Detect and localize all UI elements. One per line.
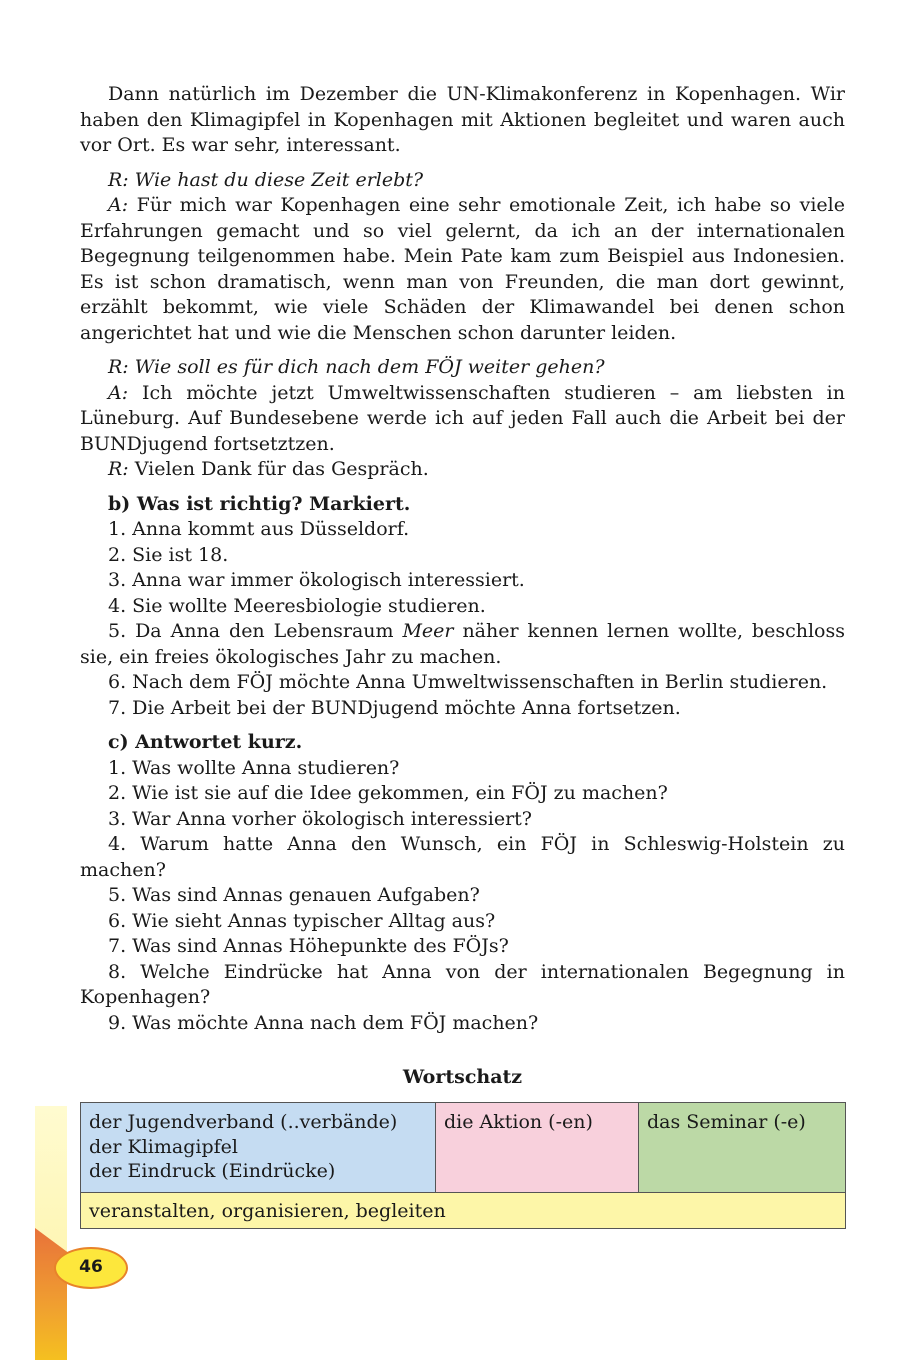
interview-block-1 xyxy=(80,168,845,347)
task-c-item: 8. Welche Eindrücke hat Anna von der internationalen Begegnung in Kopenhagen? xyxy=(80,960,845,1008)
closing-text: Vielen Dank für das Gespräch. xyxy=(134,458,429,480)
task-b-item5-post: näher kennen lernen wollte, beschloss sie, ein freies ökologisches Jahr zu machen. xyxy=(80,620,845,668)
interview-answer xyxy=(80,381,845,458)
answer-text: Ich möchte jetzt Umweltwissenschaften studieren – am liebsten in Lüneburg. Auf Bundesebene werde ich auf jeden Fall auch die Arbeit bei der BUNDjugend fortsetztzen. xyxy=(80,381,845,455)
task-c-list xyxy=(80,756,845,1037)
task-b-list xyxy=(80,517,845,721)
question-label: R: xyxy=(108,168,129,191)
wortschatz-title: Wortschatz xyxy=(402,1066,523,1088)
vocab-word: die Aktion (-en) xyxy=(444,1111,593,1133)
vocab-word: das Seminar (-e) xyxy=(647,1111,806,1133)
task-b-item xyxy=(80,619,845,670)
question-text: Wie soll es für dich nach dem FÖJ weiter gehen? xyxy=(134,356,605,378)
task-c-item: 3. War Anna vorher ökologisch interessiert? xyxy=(108,807,532,830)
vocab-cell-verbs: veranstalten, organisieren, begleiten xyxy=(81,1193,846,1229)
vocabulary-row-verbs xyxy=(81,1193,846,1229)
intro-paragraph: Dann natürlich im Dezember die UN-Klimakonferenz in Kopenhagen. Wir haben den Klimagipfel in Kopenhagen mit Aktionen begleitet und waren auch vor Ort. Es war sehr, interessant. xyxy=(80,83,845,156)
task-c-item: 6. Wie sieht Annas typischer Alltag aus? xyxy=(108,909,496,932)
vocab-word: der Eindruck (Eindrücke) xyxy=(89,1160,336,1182)
task-b-heading: b) Was ist richtig? Markiert. xyxy=(108,492,411,515)
question-text: Wie hast du diese Zeit erlebt? xyxy=(134,168,424,191)
task-c-item: 4. Warum hatte Anna den Wunsch, ein FÖJ in Schleswig-Holstein zu machen? xyxy=(80,833,845,881)
task-c-item: 9. Was möchte Anna nach dem FÖJ machen? xyxy=(108,1011,539,1034)
vocabulary-table xyxy=(80,1102,846,1229)
answer-text: Für mich war Kopenhagen eine sehr emotionale Zeit, ich habe so viele Erfahrungen gemacht und so viel gelernt, da ich an der internationalen Begegnung teilgenommen habe. Mein Pate kam zum Beispiel aus Indonesien. Es ist schon dramatisch, wenn man von Freunden, die man dort gewinnt, erzählt bekommt, wie viele Schäden der Klimawandel bei denen schon angerichtet hat und wie die Menschen schon darunter leiden. xyxy=(80,194,845,344)
task-b-item5-pre: 5. Da Anna den Lebensraum xyxy=(108,620,403,642)
page-content xyxy=(80,82,845,1036)
vocab-word: der Klimagipfel xyxy=(89,1135,238,1158)
interview-answer xyxy=(80,193,845,346)
task-b-item5-emphasis: Meer xyxy=(402,620,454,642)
closing-line xyxy=(80,457,845,483)
interview-question xyxy=(80,355,845,381)
task-c-item: 5. Was sind Annas genauen Aufgaben? xyxy=(108,884,480,906)
interview-block-2 xyxy=(80,355,845,483)
task-b-item: 3. Anna war immer ökologisch interessiert. xyxy=(108,569,525,591)
closing-label: R: xyxy=(108,458,129,480)
interview-question xyxy=(80,168,845,194)
task-b-item: 7. Die Arbeit bei der BUNDjugend möchte Anna fortsetzen. xyxy=(108,696,681,719)
question-label: R: xyxy=(108,356,129,378)
task-b-item: 1. Anna kommt aus Düsseldorf. xyxy=(108,518,410,540)
task-c-heading: c) Antwortet kurz. xyxy=(108,731,303,753)
vocab-cell-masculine xyxy=(81,1103,436,1193)
answer-label: A: xyxy=(108,194,129,216)
vocab-cell-feminine xyxy=(436,1103,639,1193)
task-c-item: 2. Wie ist sie auf die Idee gekommen, ein FÖJ zu machen? xyxy=(108,782,668,804)
vocab-word: der Jugendverband (..verbände) xyxy=(89,1111,398,1133)
vocab-cell-neuter xyxy=(639,1103,846,1193)
task-b-item: 4. Sie wollte Meeresbiologie studieren. xyxy=(108,594,486,617)
answer-label: A: xyxy=(108,381,129,404)
page-number-badge: 46 xyxy=(54,1247,128,1289)
task-b-item: 6. Nach dem FÖJ möchte Anna Umweltwissenschaften in Berlin studieren. xyxy=(108,671,828,693)
task-b-item: 2. Sie ist 18. xyxy=(108,543,229,566)
task-c-item: 1. Was wollte Anna studieren? xyxy=(108,756,400,779)
vocabulary-row-nouns xyxy=(81,1103,846,1193)
task-c-item: 7. Was sind Annas Höhepunkte des FÖJs? xyxy=(108,935,509,957)
